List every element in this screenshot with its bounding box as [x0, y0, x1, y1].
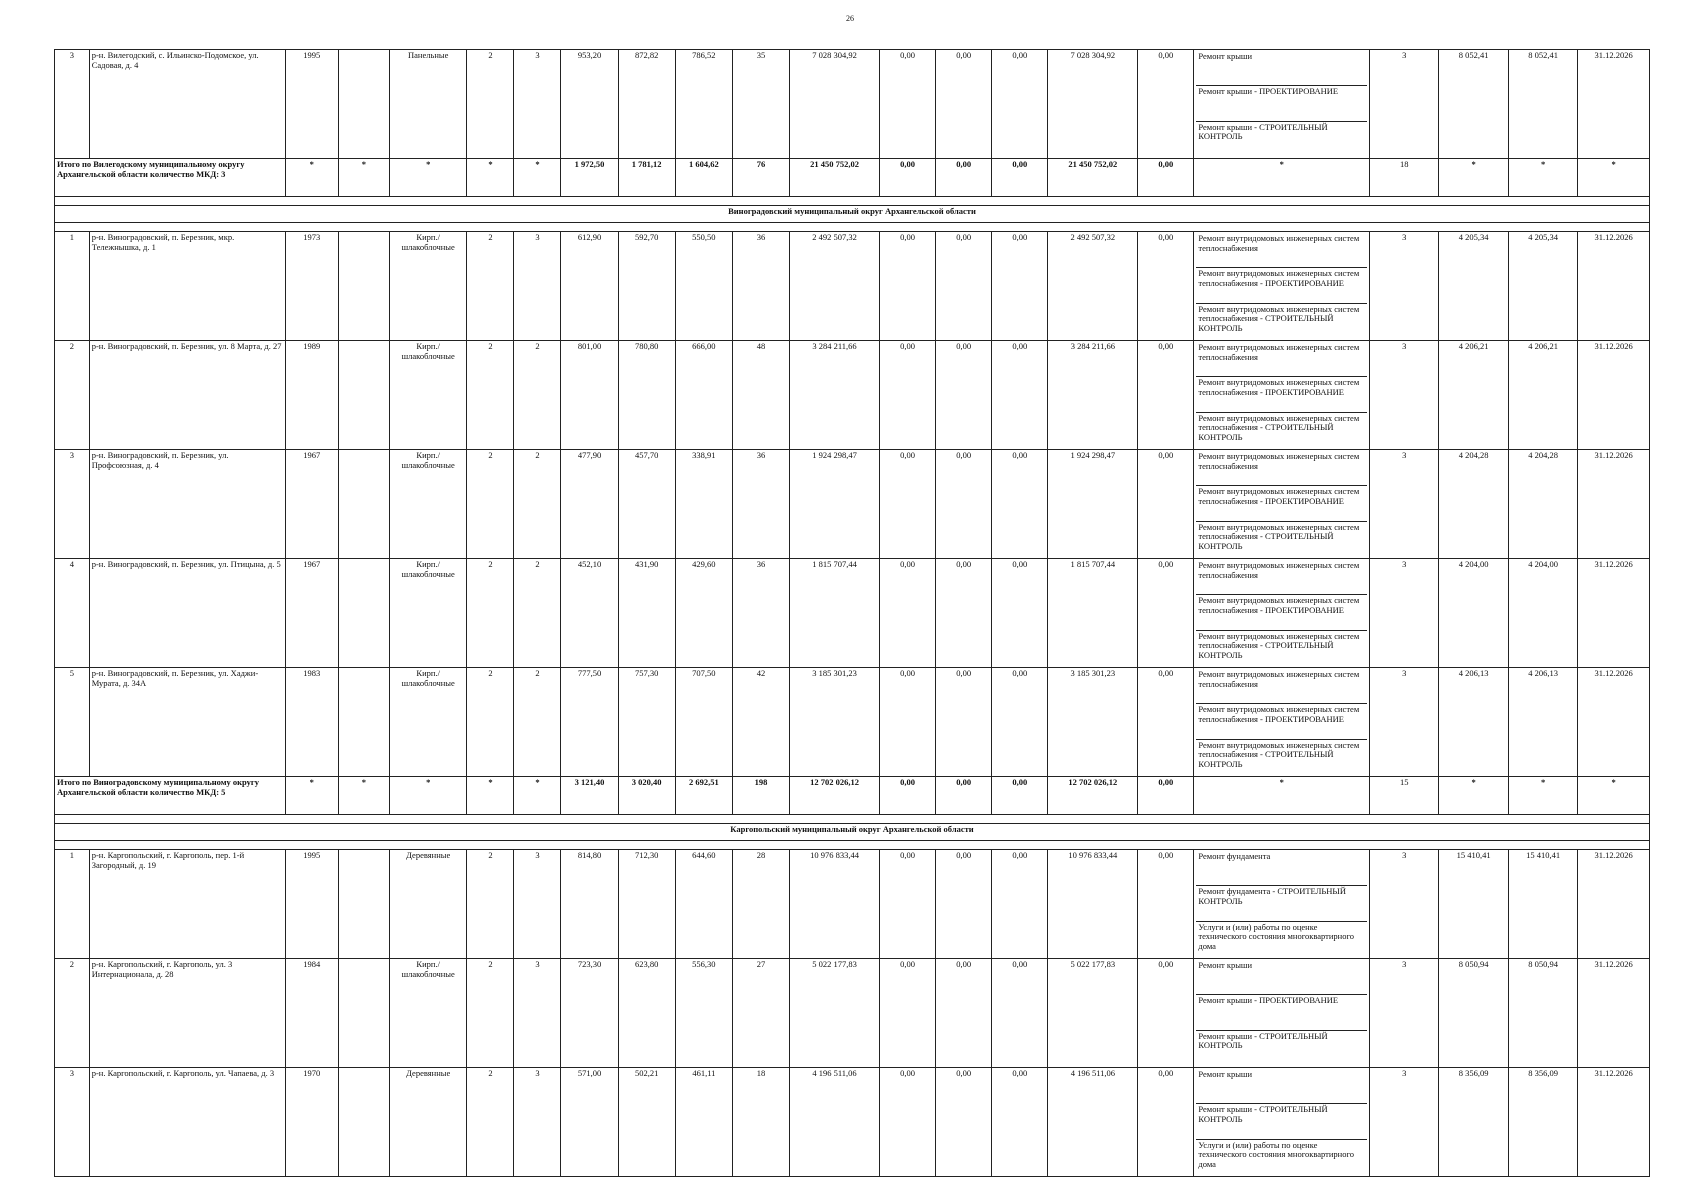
residents-count: 28 [732, 849, 789, 958]
total-area: 801,00 [561, 340, 618, 449]
row-number: 5 [55, 667, 90, 776]
living-area: 592,70 [618, 231, 675, 340]
floors-count: 2 [467, 849, 514, 958]
fund-municipal: 0,00 [992, 50, 1048, 159]
address-cell: р-н. Виноградовский, п. Березник, ул. Птицына, д. 5 [89, 558, 285, 667]
address-cell: р-н. Каргопольский, г. Каргополь, ул. Чапаева, д. 3 [89, 1067, 285, 1176]
works-cell [1194, 231, 1370, 340]
wall-material-total: * [389, 776, 467, 814]
fund-owners: 3 284 211,66 [1048, 340, 1138, 449]
table-body [55, 50, 1650, 1177]
max-cost: 15 410,41 [1508, 849, 1577, 958]
total-label: Итого по Виноградовскому муниципальному округу Архангельской области количество МКД: 5 [55, 776, 286, 814]
living-area: 872,82 [618, 50, 675, 159]
residents-sum: 198 [732, 776, 789, 814]
total-area: 723,30 [561, 958, 618, 1067]
works-count: 3 [1370, 50, 1439, 159]
work-type-item: Ремонт внутридомовых инженерных систем теплоснабжения - СТРОИТЕЛЬНЫЙ КОНТРОЛЬ [1198, 303, 1360, 334]
year-reconstruction [338, 558, 389, 667]
year-reconstruction [338, 449, 389, 558]
living-area: 623,80 [618, 958, 675, 1067]
row-number: 2 [55, 340, 90, 449]
fund-federal-sum: 0,00 [879, 158, 935, 196]
works-count: 3 [1370, 958, 1439, 1067]
year-reconstruction [338, 849, 389, 958]
repair-cost: 3 284 211,66 [790, 340, 880, 449]
max-cost-total: * [1508, 776, 1577, 814]
fund-municipal-sum: 0,00 [992, 158, 1048, 196]
work-type-item: Ремонт внутридомовых инженерных систем теплоснабжения - СТРОИТЕЛЬНЫЙ КОНТРОЛЬ [1198, 412, 1360, 443]
wall-material: Деревянные [389, 849, 467, 958]
specific-cost-total: * [1439, 776, 1508, 814]
works-cell [1194, 449, 1370, 558]
year-built: 1995 [285, 50, 338, 159]
entrances-count: 3 [514, 231, 561, 340]
wall-material: Панельные [389, 50, 467, 159]
section-spacer [55, 840, 1650, 849]
work-type-item: Ремонт крыши - ПРОЕКТИРОВАНИЕ [1196, 995, 1367, 1030]
total-area: 571,00 [561, 1067, 618, 1176]
repair-cost: 1 924 298,47 [790, 449, 880, 558]
wall-material-total: * [389, 158, 467, 196]
residents-count: 35 [732, 50, 789, 159]
fund-municipal: 0,00 [992, 958, 1048, 1067]
works-cell [1194, 1067, 1370, 1176]
work-type-item: Услуги и (или) работы по оценке технического состояния многоквартирного дома [1198, 1139, 1354, 1170]
section-title: Виноградовский муниципальный округ Архангельской области [55, 205, 1650, 222]
floors-count: 2 [467, 1067, 514, 1176]
address-cell: р-н. Виноградовский, п. Березник, ул. Профсоюзная, д. 4 [89, 449, 285, 558]
fund-municipal: 0,00 [992, 558, 1048, 667]
specific-cost: 4 206,13 [1439, 667, 1508, 776]
wall-material: Кирп./ шлакоблочные [389, 667, 467, 776]
residents-count: 42 [732, 667, 789, 776]
entrances-count-total: * [514, 776, 561, 814]
specific-cost: 8 356,09 [1439, 1067, 1508, 1176]
living-area: 431,90 [618, 558, 675, 667]
year-reconstruction [338, 667, 389, 776]
year-reconstruction-total: * [338, 158, 389, 196]
fund-municipal: 0,00 [992, 449, 1048, 558]
deadline-date: 31.12.2026 [1578, 849, 1650, 958]
section-spacer [55, 814, 1650, 823]
fund-municipal: 0,00 [992, 340, 1048, 449]
work-type-item: Ремонт внутридомовых инженерных систем теплоснабжения - СТРОИТЕЛЬНЫЙ КОНТРОЛЬ [1198, 521, 1360, 552]
work-type-item: Ремонт внутридомовых инженерных систем теплоснабжения - ПРОЕКТИРОВАНИЕ [1196, 704, 1367, 739]
fund-federal: 0,00 [879, 340, 935, 449]
year-reconstruction [338, 340, 389, 449]
works-count: 3 [1370, 667, 1439, 776]
fund-other-sum: 0,00 [1138, 776, 1194, 814]
repair-cost: 7 028 304,92 [790, 50, 880, 159]
residents-count: 27 [732, 958, 789, 1067]
wall-material: Деревянные [389, 1067, 467, 1176]
section-spacer [55, 196, 1650, 205]
spacer-cell [55, 840, 1650, 849]
table-row [55, 449, 1650, 558]
max-cost: 8 050,94 [1508, 958, 1577, 1067]
fund-regional: 0,00 [936, 1067, 992, 1176]
works-total-star: * [1194, 776, 1370, 814]
fund-federal: 0,00 [879, 958, 935, 1067]
works-cell [1194, 50, 1370, 159]
work-type-item: Ремонт крыши - ПРОЕКТИРОВАНИЕ [1196, 86, 1367, 121]
fund-municipal: 0,00 [992, 1067, 1048, 1176]
residential-area: 461,11 [675, 1067, 732, 1176]
max-cost: 8 356,09 [1508, 1067, 1577, 1176]
living-area-sum: 3 020,40 [618, 776, 675, 814]
total-area-sum: 1 972,50 [561, 158, 618, 196]
residential-area: 644,60 [675, 849, 732, 958]
fund-regional: 0,00 [936, 849, 992, 958]
max-cost: 4 206,13 [1508, 667, 1577, 776]
works-total-star: * [1194, 158, 1370, 196]
work-type-item: Ремонт фундамента - СТРОИТЕЛЬНЫЙ КОНТРОЛЬ [1196, 886, 1367, 921]
entrances-count: 2 [514, 667, 561, 776]
fund-federal: 0,00 [879, 1067, 935, 1176]
fund-regional: 0,00 [936, 449, 992, 558]
table-row [55, 558, 1650, 667]
repair-cost: 5 022 177,83 [790, 958, 880, 1067]
section-header-row [55, 823, 1650, 840]
repair-cost: 4 196 511,06 [790, 1067, 880, 1176]
year-reconstruction [338, 231, 389, 340]
work-type-item: Ремонт фундамента [1196, 851, 1367, 886]
row-number: 3 [55, 449, 90, 558]
max-cost: 4 206,21 [1508, 340, 1577, 449]
residents-sum: 76 [732, 158, 789, 196]
work-type-item: Ремонт внутридомовых инженерных систем теплоснабжения - ПРОЕКТИРОВАНИЕ [1196, 486, 1367, 521]
total-area: 452,10 [561, 558, 618, 667]
table-row [55, 849, 1650, 958]
fund-owners-sum: 21 450 752,02 [1048, 158, 1138, 196]
works-cell [1194, 849, 1370, 958]
wall-material: Кирп./ шлакоблочные [389, 558, 467, 667]
fund-owners: 4 196 511,06 [1048, 1067, 1138, 1176]
fund-municipal: 0,00 [992, 667, 1048, 776]
year-reconstruction [338, 1067, 389, 1176]
section-spacer [55, 222, 1650, 231]
fund-regional: 0,00 [936, 50, 992, 159]
fund-federal: 0,00 [879, 558, 935, 667]
floors-count: 2 [467, 50, 514, 159]
work-type-item: Ремонт крыши [1196, 960, 1367, 995]
specific-cost: 4 205,34 [1439, 231, 1508, 340]
year-built: 1984 [285, 958, 338, 1067]
fund-federal: 0,00 [879, 231, 935, 340]
fund-municipal: 0,00 [992, 849, 1048, 958]
table-row [55, 667, 1650, 776]
fund-other: 0,00 [1138, 958, 1194, 1067]
works-cell [1194, 340, 1370, 449]
fund-regional-sum: 0,00 [936, 158, 992, 196]
max-cost: 8 052,41 [1508, 50, 1577, 159]
year-built: 1973 [285, 231, 338, 340]
fund-owners: 10 976 833,44 [1048, 849, 1138, 958]
fund-federal-sum: 0,00 [879, 776, 935, 814]
deadline-date: 31.12.2026 [1578, 50, 1650, 159]
row-number: 1 [55, 231, 90, 340]
row-number: 4 [55, 558, 90, 667]
works-cell [1194, 667, 1370, 776]
work-type-item: Ремонт крыши - СТРОИТЕЛЬНЫЙ КОНТРОЛЬ [1198, 1030, 1328, 1051]
year-built: 1967 [285, 449, 338, 558]
residents-count: 48 [732, 340, 789, 449]
work-type-item: Ремонт внутридомовых инженерных систем теплоснабжения [1196, 669, 1367, 704]
total-area: 477,90 [561, 449, 618, 558]
floors-count-total: * [467, 776, 514, 814]
works-count-sum: 15 [1370, 776, 1439, 814]
address-cell: р-н. Каргопольский, г. Каргополь, пер. 1-й Загородный, д. 19 [89, 849, 285, 958]
work-type-item: Услуги и (или) работы по оценке технического состояния многоквартирного дома [1198, 921, 1354, 952]
work-type-item: Ремонт внутридомовых инженерных систем теплоснабжения - СТРОИТЕЛЬНЫЙ КОНТРОЛЬ [1198, 739, 1360, 770]
fund-owners: 2 492 507,32 [1048, 231, 1138, 340]
work-type-item: Ремонт внутридомовых инженерных систем теплоснабжения [1196, 560, 1367, 595]
entrances-count: 2 [514, 340, 561, 449]
spacer-cell [55, 196, 1650, 205]
table-row [55, 340, 1650, 449]
floors-count-total: * [467, 158, 514, 196]
residents-count: 36 [732, 558, 789, 667]
address-cell: р-н. Вилегодский, с. Ильинско-Подомское, ул. Садовая, д. 4 [89, 50, 285, 159]
spacer-cell [55, 814, 1650, 823]
year-built: 1970 [285, 1067, 338, 1176]
fund-other: 0,00 [1138, 558, 1194, 667]
work-type-item: Ремонт крыши - СТРОИТЕЛЬНЫЙ КОНТРОЛЬ [1196, 1104, 1367, 1139]
fund-other: 0,00 [1138, 340, 1194, 449]
address-cell: р-н. Виноградовский, п. Березник, ул. Хаджи-Мурата, д. 34А [89, 667, 285, 776]
residential-area: 666,00 [675, 340, 732, 449]
works-count: 3 [1370, 231, 1439, 340]
fund-other: 0,00 [1138, 667, 1194, 776]
floors-count: 2 [467, 449, 514, 558]
specific-cost: 15 410,41 [1439, 849, 1508, 958]
year-built: 1967 [285, 558, 338, 667]
section-header-row [55, 205, 1650, 222]
floors-count: 2 [467, 667, 514, 776]
work-type-item: Ремонт крыши [1196, 51, 1367, 86]
works-count: 3 [1370, 449, 1439, 558]
total-row [55, 776, 1650, 814]
deadline-date: 31.12.2026 [1578, 667, 1650, 776]
work-type-item: Ремонт внутридомовых инженерных систем теплоснабжения [1196, 451, 1367, 486]
entrances-count: 3 [514, 849, 561, 958]
repair-register-table [54, 49, 1650, 1177]
entrances-count: 2 [514, 449, 561, 558]
entrances-count: 2 [514, 558, 561, 667]
specific-cost: 8 050,94 [1439, 958, 1508, 1067]
year-built: 1983 [285, 667, 338, 776]
address-cell: р-н. Виноградовский, п. Березник, мкр. Тележнышка, д. 1 [89, 231, 285, 340]
fund-owners: 1 924 298,47 [1048, 449, 1138, 558]
living-area: 712,30 [618, 849, 675, 958]
repair-cost-sum: 12 702 026,12 [790, 776, 880, 814]
total-area-sum: 3 121,40 [561, 776, 618, 814]
residential-area: 429,60 [675, 558, 732, 667]
entrances-count: 3 [514, 1067, 561, 1176]
total-label: Итого по Вилегодскому муниципальному округу Архангельской области количество МКД: 3 [55, 158, 286, 196]
max-cost: 4 204,00 [1508, 558, 1577, 667]
fund-other: 0,00 [1138, 449, 1194, 558]
fund-federal: 0,00 [879, 449, 935, 558]
fund-other: 0,00 [1138, 1067, 1194, 1176]
spacer-cell [55, 222, 1650, 231]
work-type-item: Ремонт внутридомовых инженерных систем теплоснабжения [1196, 233, 1367, 268]
living-area-sum: 1 781,12 [618, 158, 675, 196]
specific-cost: 4 204,00 [1439, 558, 1508, 667]
fund-owners-sum: 12 702 026,12 [1048, 776, 1138, 814]
wall-material: Кирп./ шлакоблочные [389, 340, 467, 449]
specific-cost: 8 052,41 [1439, 50, 1508, 159]
deadline-date: 31.12.2026 [1578, 449, 1650, 558]
year-built: 1989 [285, 340, 338, 449]
residential-area: 556,30 [675, 958, 732, 1067]
floors-count: 2 [467, 958, 514, 1067]
fund-regional: 0,00 [936, 340, 992, 449]
repair-cost-sum: 21 450 752,02 [790, 158, 880, 196]
fund-regional: 0,00 [936, 558, 992, 667]
fund-federal: 0,00 [879, 667, 935, 776]
residential-area-sum: 1 604,62 [675, 158, 732, 196]
work-type-item: Ремонт внутридомовых инженерных систем теплоснабжения - ПРОЕКТИРОВАНИЕ [1196, 595, 1367, 630]
works-cell [1194, 558, 1370, 667]
fund-other: 0,00 [1138, 50, 1194, 159]
repair-cost: 2 492 507,32 [790, 231, 880, 340]
living-area: 502,21 [618, 1067, 675, 1176]
specific-cost: 4 206,21 [1439, 340, 1508, 449]
entrances-count-total: * [514, 158, 561, 196]
year-built-total: * [285, 776, 338, 814]
living-area: 757,30 [618, 667, 675, 776]
section-title: Каргопольский муниципальный округ Архангельской области [55, 823, 1650, 840]
residential-area: 707,50 [675, 667, 732, 776]
wall-material: Кирп./ шлакоблочные [389, 231, 467, 340]
fund-owners: 5 022 177,83 [1048, 958, 1138, 1067]
repair-cost: 1 815 707,44 [790, 558, 880, 667]
fund-municipal: 0,00 [992, 231, 1048, 340]
work-type-item: Ремонт крыши [1196, 1069, 1367, 1104]
residents-count: 36 [732, 231, 789, 340]
entrances-count: 3 [514, 50, 561, 159]
row-number: 2 [55, 958, 90, 1067]
fund-regional-sum: 0,00 [936, 776, 992, 814]
fund-owners: 7 028 304,92 [1048, 50, 1138, 159]
fund-federal: 0,00 [879, 50, 935, 159]
deadline-date: 31.12.2026 [1578, 340, 1650, 449]
repair-cost: 10 976 833,44 [790, 849, 880, 958]
work-type-item: Ремонт внутридомовых инженерных систем теплоснабжения - СТРОИТЕЛЬНЫЙ КОНТРОЛЬ [1198, 630, 1360, 661]
work-type-item: Ремонт внутридомовых инженерных систем теплоснабжения - ПРОЕКТИРОВАНИЕ [1196, 377, 1367, 412]
wall-material: Кирп./ шлакоблочные [389, 449, 467, 558]
deadline-date: 31.12.2026 [1578, 231, 1650, 340]
year-reconstruction [338, 50, 389, 159]
fund-owners: 3 185 301,23 [1048, 667, 1138, 776]
entrances-count: 3 [514, 958, 561, 1067]
fund-municipal-sum: 0,00 [992, 776, 1048, 814]
work-type-item: Ремонт крыши - СТРОИТЕЛЬНЫЙ КОНТРОЛЬ [1198, 121, 1328, 142]
table-row [55, 231, 1650, 340]
total-area: 612,90 [561, 231, 618, 340]
wall-material: Кирп./ шлакоблочные [389, 958, 467, 1067]
living-area: 457,70 [618, 449, 675, 558]
specific-cost: 4 204,28 [1439, 449, 1508, 558]
row-number: 1 [55, 849, 90, 958]
table-row [55, 958, 1650, 1067]
floors-count: 2 [467, 231, 514, 340]
fund-other-sum: 0,00 [1138, 158, 1194, 196]
total-area: 777,50 [561, 667, 618, 776]
total-area: 953,20 [561, 50, 618, 159]
residential-area: 786,52 [675, 50, 732, 159]
deadline-date: 31.12.2026 [1578, 958, 1650, 1067]
address-cell: р-н. Виноградовский, п. Березник, ул. 8 Марта, д. 27 [89, 340, 285, 449]
year-built-total: * [285, 158, 338, 196]
fund-regional: 0,00 [936, 231, 992, 340]
max-cost: 4 205,34 [1508, 231, 1577, 340]
max-cost: 4 204,28 [1508, 449, 1577, 558]
fund-regional: 0,00 [936, 958, 992, 1067]
living-area: 780,80 [618, 340, 675, 449]
total-area: 814,80 [561, 849, 618, 958]
page-number: 26 [846, 14, 854, 23]
residential-area: 550,50 [675, 231, 732, 340]
row-number: 3 [55, 1067, 90, 1176]
deadline-total: * [1578, 776, 1650, 814]
table-row [55, 50, 1650, 159]
deadline-date: 31.12.2026 [1578, 1067, 1650, 1176]
works-cell [1194, 958, 1370, 1067]
fund-other: 0,00 [1138, 231, 1194, 340]
floors-count: 2 [467, 340, 514, 449]
year-reconstruction-total: * [338, 776, 389, 814]
work-type-item: Ремонт внутридомовых инженерных систем теплоснабжения [1196, 342, 1367, 377]
works-count: 3 [1370, 849, 1439, 958]
works-count: 3 [1370, 558, 1439, 667]
repair-cost: 3 185 301,23 [790, 667, 880, 776]
residential-area: 338,91 [675, 449, 732, 558]
specific-cost-total: * [1439, 158, 1508, 196]
residents-count: 36 [732, 449, 789, 558]
year-reconstruction [338, 958, 389, 1067]
residents-count: 18 [732, 1067, 789, 1176]
residential-area-sum: 2 692,51 [675, 776, 732, 814]
deadline-date: 31.12.2026 [1578, 558, 1650, 667]
deadline-total: * [1578, 158, 1650, 196]
works-count-sum: 18 [1370, 158, 1439, 196]
fund-federal: 0,00 [879, 849, 935, 958]
year-built: 1995 [285, 849, 338, 958]
fund-regional: 0,00 [936, 667, 992, 776]
fund-owners: 1 815 707,44 [1048, 558, 1138, 667]
max-cost-total: * [1508, 158, 1577, 196]
address-cell: р-н. Каргопольский, г. Каргополь, ул. 3 Интернационала, д. 28 [89, 958, 285, 1067]
fund-other: 0,00 [1138, 849, 1194, 958]
row-number: 3 [55, 50, 90, 159]
table-row [55, 1067, 1650, 1176]
works-count: 3 [1370, 340, 1439, 449]
floors-count: 2 [467, 558, 514, 667]
total-row [55, 158, 1650, 196]
works-count: 3 [1370, 1067, 1439, 1176]
work-type-item: Ремонт внутридомовых инженерных систем теплоснабжения - ПРОЕКТИРОВАНИЕ [1196, 268, 1367, 303]
